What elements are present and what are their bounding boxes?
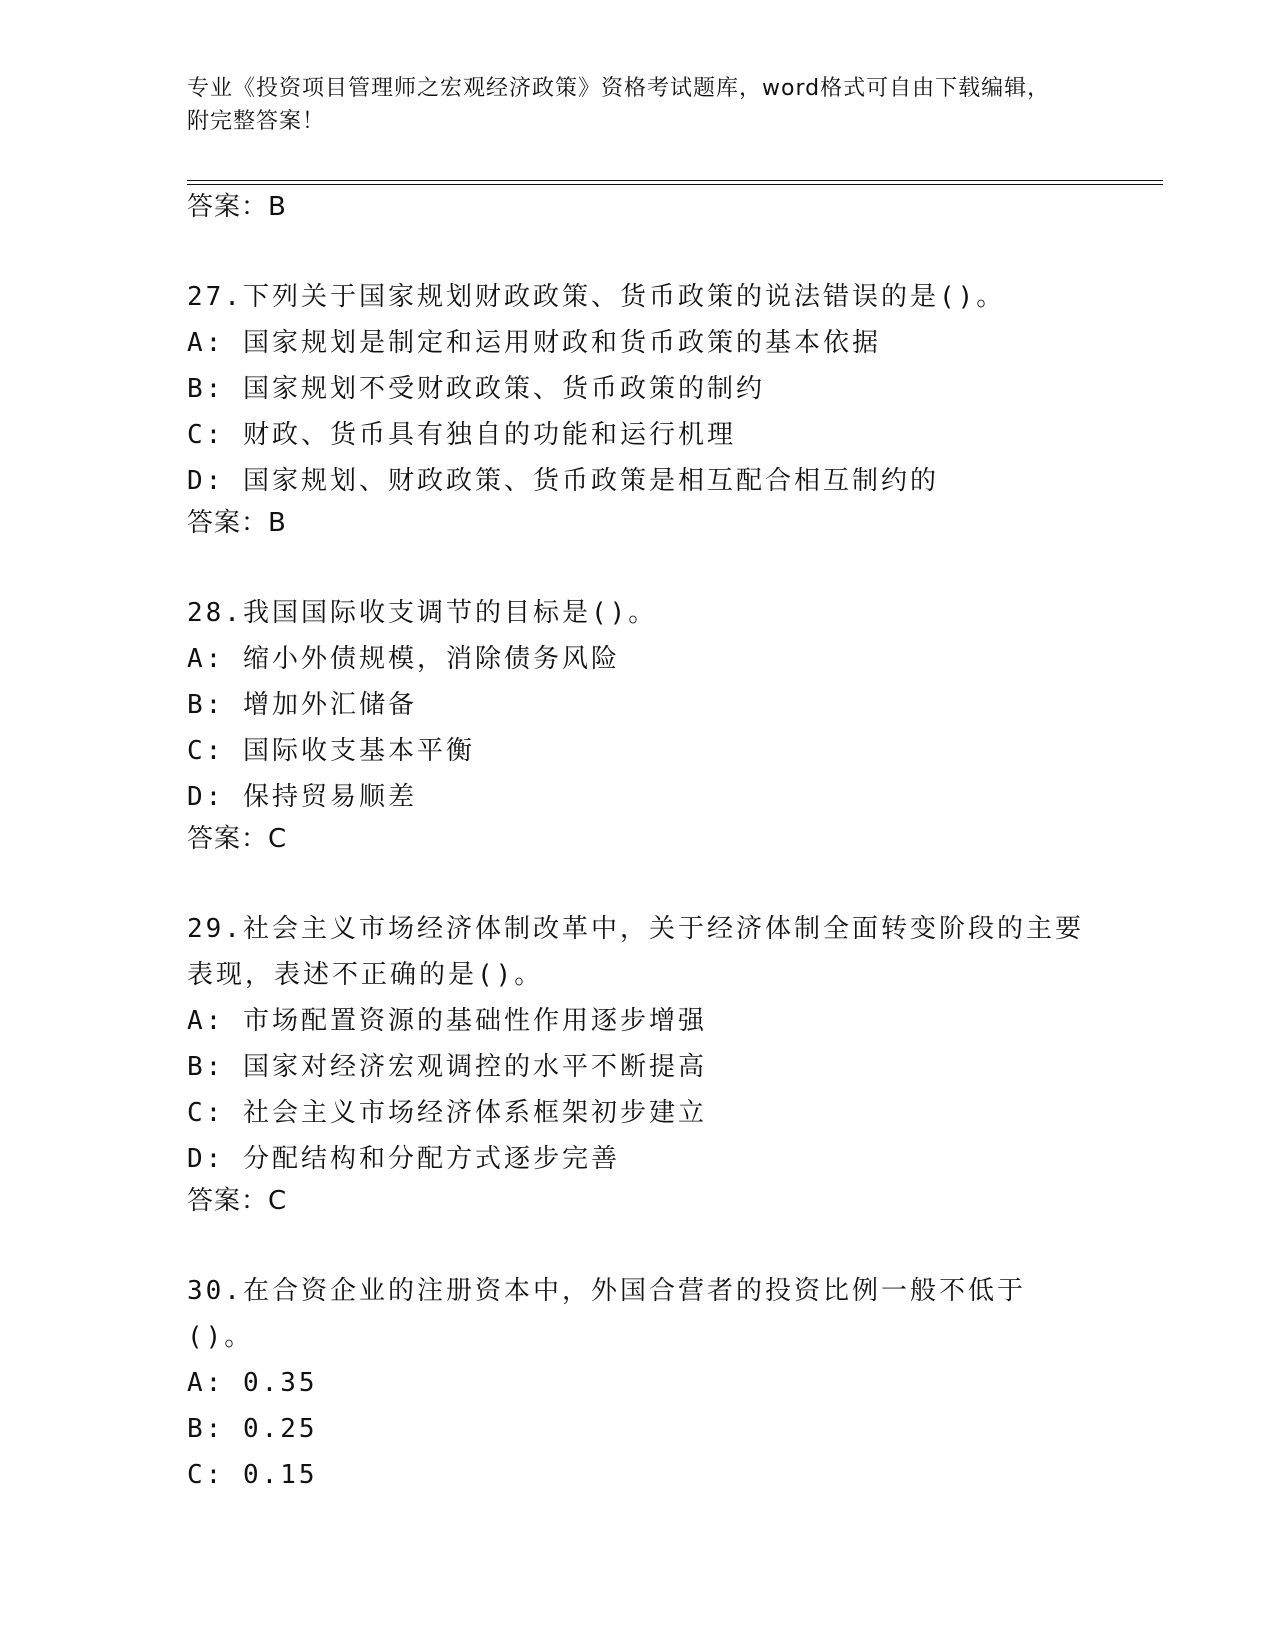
answer-q29: 答案：C bbox=[187, 1186, 288, 1216]
header-rule-top bbox=[187, 180, 1163, 181]
option-a: A: 国家规划是制定和运用财政和货币政策的基本依据 bbox=[187, 328, 881, 358]
answer-q28: 答案：C bbox=[187, 824, 288, 854]
answer-q27: 答案：B bbox=[187, 508, 287, 538]
option-a: A: 缩小外债规模，消除债务风险 bbox=[187, 644, 620, 674]
question-28 bbox=[187, 590, 1087, 820]
option-a: A: 市场配置资源的基础性作用逐步增强 bbox=[187, 1006, 707, 1036]
question-stem: 27.下列关于国家规划财政政策、货币政策的说法错误的是()。 bbox=[187, 282, 1006, 312]
option-b: B: 国家对经济宏观调控的水平不断提高 bbox=[187, 1052, 707, 1082]
option-c: C: 国际收支基本平衡 bbox=[187, 736, 475, 766]
option-d: D: 分配结构和分配方式逐步完善 bbox=[187, 1144, 620, 1174]
option-b: B: 0.25 bbox=[187, 1414, 318, 1444]
document-header: 专业《投资项目管理师之宏观经济政策》资格考试题库，word格式可自由下载编辑，附完整答案！ bbox=[187, 76, 1051, 134]
option-c: C: 社会主义市场经济体系框架初步建立 bbox=[187, 1098, 707, 1128]
question-29 bbox=[187, 906, 1087, 1182]
question-30 bbox=[187, 1268, 1087, 1498]
question-stem: 28.我国国际收支调节的目标是()。 bbox=[187, 598, 658, 628]
option-b: B: 增加外汇储备 bbox=[187, 690, 417, 720]
question-stem: 30.在合资企业的注册资本中，外国合营者的投资比例一般不低于()。 bbox=[187, 1276, 1026, 1352]
question-stem: 29.社会主义市场经济体制改革中，关于经济体制全面转变阶段的主要表现，表述不正确的是()。 bbox=[187, 914, 1084, 990]
option-b: B: 国家规划不受财政政策、货币政策的制约 bbox=[187, 374, 765, 404]
option-d: D: 保持贸易顺差 bbox=[187, 782, 417, 812]
option-c: C: 财政、货币具有独自的功能和运行机理 bbox=[187, 420, 736, 450]
option-d: D: 国家规划、财政政策、货币政策是相互配合相互制约的 bbox=[187, 466, 939, 496]
question-27 bbox=[187, 274, 1087, 504]
option-c: C: 0.15 bbox=[187, 1460, 318, 1490]
option-a: A: 0.35 bbox=[187, 1368, 318, 1398]
answer-q26: 答案：B bbox=[187, 192, 287, 222]
header-rule-bottom bbox=[187, 184, 1163, 185]
